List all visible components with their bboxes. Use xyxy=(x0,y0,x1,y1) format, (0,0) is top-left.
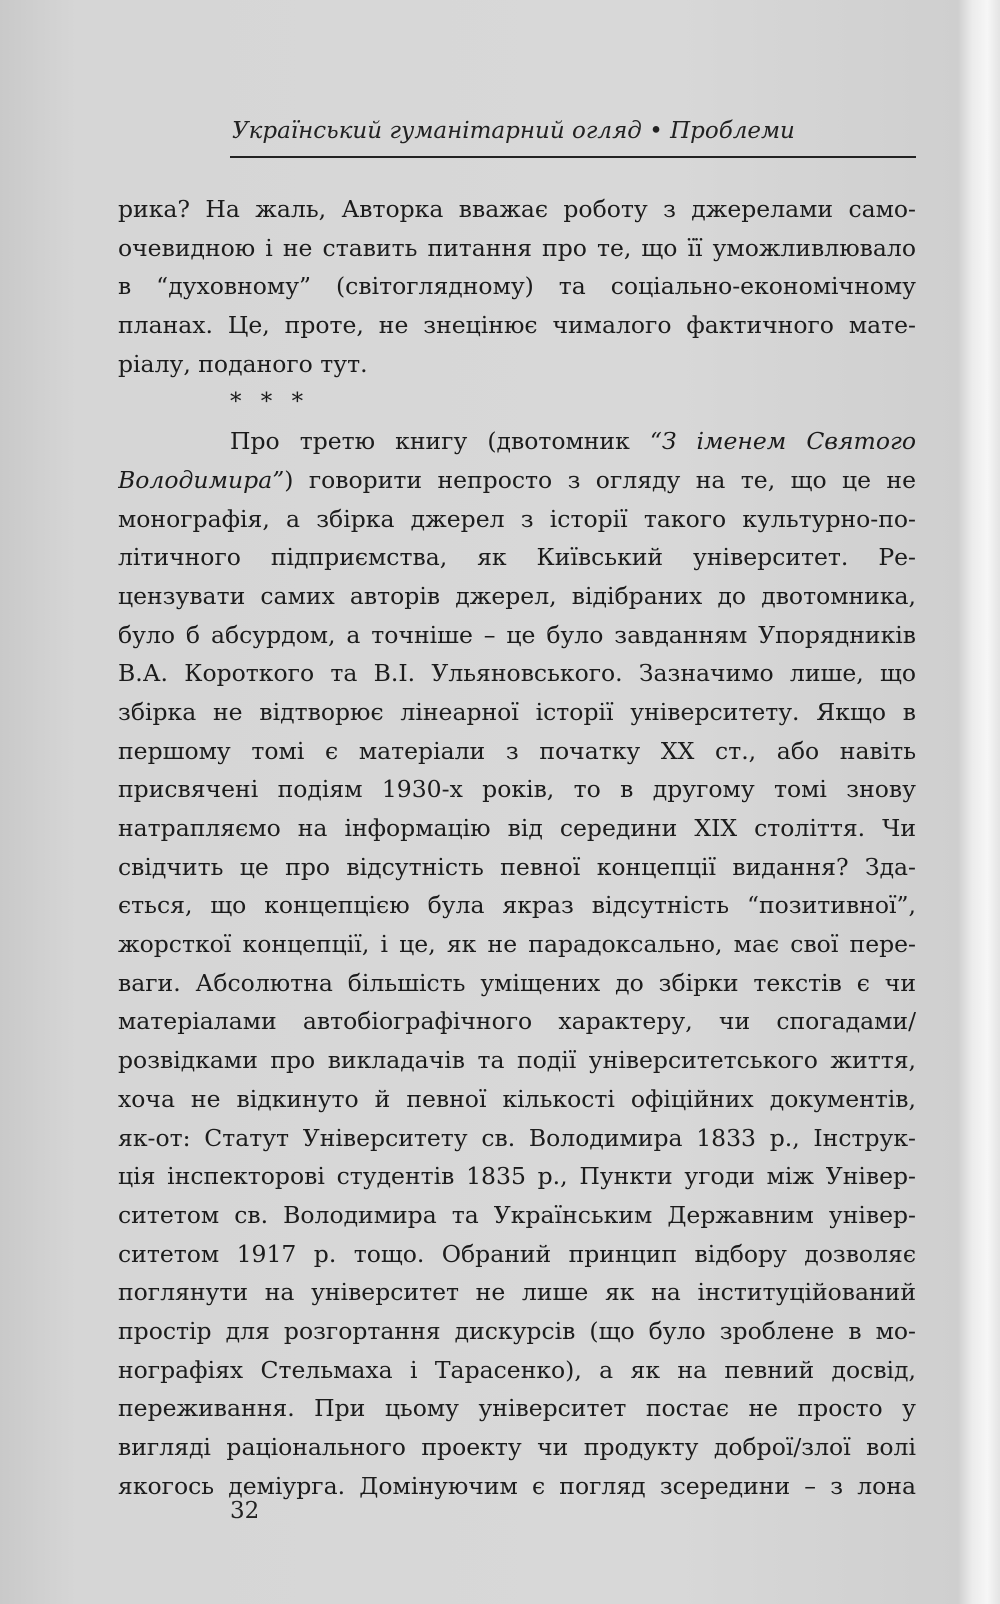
text-line: розвідками про викладачів та події університетського життя, xyxy=(118,1046,916,1075)
header-rule xyxy=(230,156,916,158)
text-run: ) говорити непросто з огляду на те, що це не xyxy=(284,465,916,494)
text-line: якогось деміурга. Домінуючим є погляд зсередини – з лона xyxy=(118,1471,916,1500)
text-line: нографіях Стельмаха і Тарасенко), а як на певний досвід, xyxy=(118,1355,916,1384)
body-text xyxy=(118,190,916,1505)
text-line: ваги. Абсолютна більшість уміщених до збірки текстів є чи xyxy=(118,968,916,997)
text-line: ситетом 1917 р. тощо. Обраний принцип відбору дозволяє xyxy=(118,1239,916,1268)
text-line: цензувати самих авторів джерел, відібраних до двотомника, xyxy=(118,581,916,610)
text-line: хоча не відкинуто й певної кількості офіційних документів, xyxy=(118,1084,916,1113)
text-line: натрапляємо на інформацію від середини XIX століття. Чи xyxy=(118,814,916,842)
text-line: матеріалами автобіографічного характеру, чи спогадами/ xyxy=(118,1007,916,1036)
text-line: присвячені подіям 1930-х років, то в другому томі знову xyxy=(118,775,916,804)
text-run: Про третю книгу (двотомник xyxy=(230,427,650,456)
page-number: 32 xyxy=(230,1498,260,1524)
text-line: свідчить це про відсутність певної концепції видання? Зда- xyxy=(118,852,916,881)
text-line: ситетом св. Володимира та Українським Державним універ- xyxy=(118,1200,916,1229)
text-line: жорсткої концепції, і це, як не парадоксально, має свої пере- xyxy=(118,930,916,959)
running-header: Український гуманітарний огляд • Проблеми xyxy=(232,118,795,144)
text-line: ріалу, поданого тут. xyxy=(118,349,368,378)
text-line: вигляді раціонального проекту чи продукту доброї/злої волі xyxy=(118,1433,916,1461)
text-line: поглянути на університет не лише як на інституційований xyxy=(118,1278,916,1307)
text-line: як-от: Статут Університету св. Володимира 1833 р., Інструк- xyxy=(118,1123,916,1152)
text-line: простір для розгортання дискурсів (що було зроблене в мо- xyxy=(118,1316,916,1345)
paragraph-first-line xyxy=(118,422,916,461)
text-line: очевидною і не ставить питання про те, що її уможливлювало xyxy=(118,233,916,262)
text-line: переживання. При цьому університет постає не просто у xyxy=(118,1394,916,1423)
text-line: ється, що концепцією була якраз відсутність “позитивної”, xyxy=(118,891,916,920)
book-title-italic: Володимира” xyxy=(118,465,285,494)
text-line: В.А. Короткого та В.І. Ульяновського. Зазначимо лише, що xyxy=(118,659,916,688)
section-separator: * * * xyxy=(230,389,310,416)
text-line: в “духовному” (світоглядному) та соціально-економічному xyxy=(118,272,916,301)
text-line: було б абсурдом, а точніше – це було завданням Упорядників xyxy=(118,620,916,649)
text-line: першому томі є матеріали з початку XX ст., або навіть xyxy=(118,736,916,765)
book-title-italic: “З іменем Святого xyxy=(649,427,916,456)
book-spine-edge xyxy=(958,0,1000,1604)
text-line: літичного підприємства, як Київський університет. Ре- xyxy=(118,543,916,572)
text-line: рика? На жаль, Авторка вважає роботу з джерелами само- xyxy=(118,195,916,223)
text-line: збірка не відтворює лінеарної історії університету. Якщо в xyxy=(118,697,916,726)
text-line: монографія, а збірка джерел з історії такого культурно-по- xyxy=(118,504,916,533)
text-line xyxy=(118,461,916,500)
text-line: ція інспекторові студентів 1835 р., Пункти угоди між Універ- xyxy=(118,1162,916,1191)
text-line: планах. Це, проте, не знецінює чималого фактичного мате- xyxy=(118,311,916,340)
